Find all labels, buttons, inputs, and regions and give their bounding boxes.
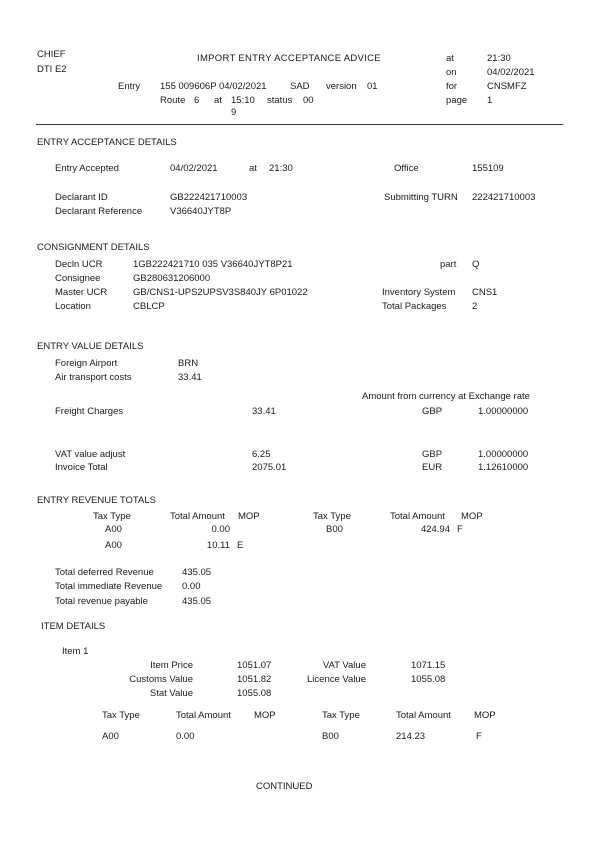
page-number: 1 — [487, 95, 493, 106]
entry-number: 155 009606P 04/02/2021 — [160, 81, 267, 92]
entry-accepted-label: Entry Accepted — [55, 163, 119, 174]
route-label: Route — [160, 95, 186, 106]
master-ucr-value: GB/CNS1-UPS2UPSV3S840JY 6P01022 — [133, 287, 308, 298]
total-packages-value: 2 — [472, 301, 478, 312]
revenue-col-total-amount-2: Total Amount — [390, 511, 445, 522]
section-title-items: ITEM DETAILS — [41, 621, 106, 632]
air-transport-value: 33.41 — [178, 372, 202, 383]
item-col-total-amount-2: Total Amount — [396, 710, 451, 721]
value-row-rate: 1.00000000 — [478, 449, 529, 460]
item-col-total-amount: Total Amount — [176, 710, 231, 721]
office-value: 155109 — [472, 163, 504, 174]
revenue-total-label: Total revenue payable — [55, 596, 148, 607]
item-col-mop: MOP — [254, 710, 276, 721]
header-divider — [36, 124, 563, 125]
revenue-tax-type: B00 — [326, 524, 343, 535]
item-tax-type: A00 — [102, 731, 119, 742]
foreign-airport-label: Foreign Airport — [55, 358, 118, 369]
status-value: 00 — [303, 95, 314, 106]
version-label: version — [326, 81, 357, 92]
consignee-label: Consignee — [55, 273, 101, 284]
route-value: 6 — [194, 95, 200, 106]
route-time: 15:10 — [231, 95, 255, 106]
office-label: Office — [394, 163, 419, 174]
consignee-value: GB280631206000 — [133, 273, 211, 284]
submitting-turn-value: 222421710003 — [472, 192, 536, 203]
vat-value-value: 1071.15 — [411, 660, 446, 671]
right-for-label: for — [446, 81, 458, 92]
status-extra: 9 — [231, 107, 237, 118]
continued-footer: CONTINUED — [256, 781, 313, 792]
right-on-label: on — [446, 67, 457, 78]
inventory-system-label: Inventory System — [382, 287, 456, 298]
revenue-mop: E — [237, 540, 244, 551]
value-row-rate: 1.00000000 — [478, 406, 529, 417]
entry-accepted-date: 04/02/2021 — [170, 163, 218, 174]
revenue-total-label: Total deferred Revenue — [55, 567, 154, 578]
report-time: 21:30 — [487, 53, 511, 64]
item-col-tax-type-2: Tax Type — [322, 710, 360, 721]
document-title: IMPORT ENTRY ACCEPTANCE ADVICE — [197, 53, 381, 64]
value-row-amount: 6.25 — [252, 449, 271, 460]
licence-value-label: Licence Value — [307, 674, 366, 685]
declarant-id-label: Declarant ID — [55, 192, 108, 203]
customs-value-label: Customs Value — [129, 674, 193, 685]
item-amount: 0.00 — [176, 731, 195, 742]
total-packages-label: Total Packages — [382, 301, 447, 312]
part-label: part — [440, 259, 457, 270]
item-col-mop-2: MOP — [474, 710, 496, 721]
location-value: CBLCP — [133, 301, 165, 312]
revenue-total-value: 435.05 — [182, 596, 212, 607]
item-tax-type: B00 — [322, 731, 339, 742]
revenue-mop: F — [457, 524, 463, 535]
stat-value-label: Stat Value — [149, 688, 193, 699]
report-for: CNSMFZ — [487, 81, 527, 92]
value-row-label: Freight Charges — [55, 406, 124, 417]
section-title-acceptance: ENTRY ACCEPTANCE DETAILS — [37, 137, 177, 148]
item-price-label: Item Price — [150, 660, 193, 671]
section-title-consignment: CONSIGNMENT DETAILS — [37, 242, 150, 253]
revenue-total-label: Total immediate Revenue — [55, 581, 163, 592]
value-row-label: VAT value adjust — [55, 449, 126, 460]
revenue-total-value: 0.00 — [182, 581, 201, 592]
revenue-amount: 0.00 — [211, 524, 230, 535]
status-label: status — [267, 95, 293, 106]
revenue-amount: 10.11 — [206, 540, 230, 551]
stat-value-value: 1055.08 — [237, 688, 272, 699]
revenue-col-mop-2: MOP — [461, 511, 483, 522]
section-title-revenue: ENTRY REVENUE TOTALS — [37, 495, 156, 506]
location-label: Location — [55, 301, 91, 312]
version-value: 01 — [367, 81, 378, 92]
vat-value-label: VAT Value — [322, 660, 366, 671]
report-date: 04/02/2021 — [487, 67, 535, 78]
revenue-col-tax-type: Tax Type — [93, 511, 131, 522]
submitting-turn-label: Submitting TURN — [384, 192, 458, 203]
revenue-tax-type: A00 — [105, 540, 122, 551]
revenue-tax-type: A00 — [105, 524, 122, 535]
revenue-col-tax-type-2: Tax Type — [313, 511, 351, 522]
right-page-label: page — [446, 95, 468, 106]
declarant-reference-value: V36640JYT8P — [170, 206, 232, 217]
entry-accepted-time: 21:30 — [269, 163, 293, 174]
item-label: Item 1 — [62, 646, 89, 657]
value-row-currency: GBP — [422, 449, 443, 460]
declarant-id-value: GB222421710003 — [170, 192, 248, 203]
org-line-2: DTI E2 — [37, 64, 67, 75]
part-value: Q — [472, 259, 480, 270]
revenue-amount: 424.94 — [420, 524, 450, 535]
licence-value-value: 1055.08 — [411, 674, 446, 685]
sad-label: SAD — [290, 81, 310, 92]
item-price-value: 1051.07 — [237, 660, 272, 671]
master-ucr-label: Master UCR — [55, 287, 108, 298]
value-row-amount: 2075.01 — [252, 462, 287, 473]
entry-label: Entry — [118, 81, 141, 92]
org-line-1: CHIEF — [37, 49, 66, 60]
foreign-airport-value: BRN — [178, 358, 199, 369]
customs-value-value: 1051.82 — [237, 674, 272, 685]
item-mop: F — [476, 731, 482, 742]
value-row-currency: EUR — [422, 462, 443, 473]
value-row-currency: GBP — [422, 406, 443, 417]
item-amount: 214.23 — [396, 731, 426, 742]
item-col-tax-type: Tax Type — [102, 710, 140, 721]
air-transport-label: Air transport costs — [55, 372, 132, 383]
decln-ucr-label: Decln UCR — [55, 259, 103, 270]
revenue-col-total-amount: Total Amount — [170, 511, 225, 522]
revenue-total-value: 435.05 — [182, 567, 212, 578]
fx-column-header: Amount from currency at Exchange rate — [362, 391, 530, 402]
route-at-label: at — [214, 95, 222, 106]
section-title-entry-value: ENTRY VALUE DETAILS — [37, 341, 144, 352]
value-row-rate: 1.12610000 — [478, 462, 529, 473]
value-row-label: Invoice Total — [55, 462, 108, 473]
entry-accepted-at-label: at — [249, 163, 257, 174]
decln-ucr-value: 1GB222421710 035 V36640JYT8P21 — [133, 259, 293, 270]
revenue-col-mop: MOP — [238, 511, 260, 522]
inventory-system-value: CNS1 — [472, 287, 498, 298]
value-row-amount: 33.41 — [252, 406, 276, 417]
declarant-reference-label: Declarant Reference — [55, 206, 143, 217]
right-at-label: at — [446, 53, 454, 64]
